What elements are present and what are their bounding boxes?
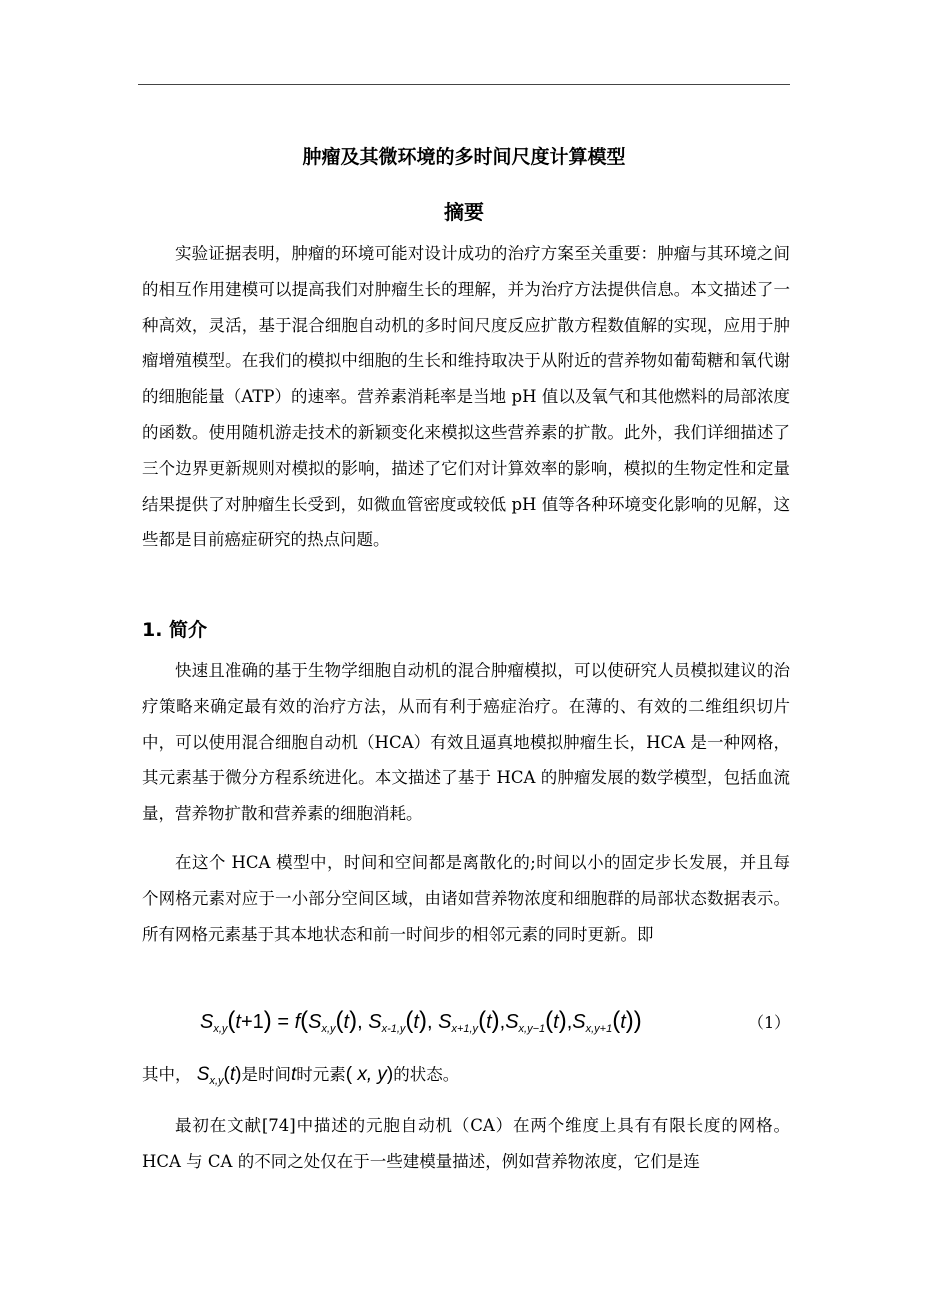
section-1-paragraph-2: 在这个 HCA 模型中，时间和空间都是离散化的;时间以小的固定步长发展，并且每个网格元素对应于一小部分空间区域，由诸如营养物浓度和细胞群的局部状态数据表示。所有网格元素基于其本地状态和前一时间步的相邻元素的同时更新。即: [142, 853, 790, 944]
where-mid: 是时间: [241, 1065, 291, 1084]
where-mid-2: 时元素: [296, 1065, 346, 1084]
section-1-heading: 1. 简介: [142, 619, 208, 641]
section-1-paragraph-1: 快速且准确的基于生物学细胞自动机的混合肿瘤模拟，可以使研究人员模拟建议的治疗策略来确定最有效的治疗方法，从而有利于癌症治疗。在薄的、有效的二维组织切片中，可以使用混合细胞自动机（HCA）有效且逼真地模拟肿瘤生长，HCA 是一种网格，其元素基于微分方程系统进化。本文描述了基于 HCA 的肿瘤发展的数学模型，包括血流量，营养物扩散和营养素的细胞消耗。: [142, 661, 790, 824]
paper-title: 肿瘤及其微环境的多时间尺度计算模型: [302, 146, 626, 168]
section-1-paragraph-3: 最初在文献[74]中描述的元胞自动机（CA）在两个维度上具有有限长度的网格。 HCA 与 CA 的不同之处仅在于一些建模量描述，例如营养物浓度，它们是连: [142, 1116, 790, 1171]
equation-explanation: [142, 1060, 459, 1096]
element-symbol: ( x, y): [345, 1064, 394, 1085]
where-suffix: 的状态。: [393, 1065, 460, 1084]
header-rule: [138, 84, 790, 85]
abstract-heading: 摘要: [444, 200, 484, 224]
equation-number: （1）: [748, 1013, 791, 1032]
state-symbol: $S_{x,y}(t)$: [196, 1064, 242, 1087]
abstract-paragraph: 实验证据表明，肿瘤的环境可能对设计成功的治疗方案至关重要：肿瘤与其环境之间的相互作用建模可以提高我们对肿瘤生长的理解，并为治疗方法提供信息。本文描述了一种高效，灵活，基于混合细胞自动机的多时间尺度反应扩散方程数值解的实现，应用于肿瘤增殖模型。在我们的模拟中细胞的生长和维持取决于从附近的营养物如葡萄糖和氧代谢的细胞能量（ATP）的速率。营养素消耗率是当地 pH 值以及氧气和其他燃料的局部浓度的函数。使用随机游走技术的新颖变化来模拟这些营养素的扩散。此外，我们详细描述了三个边界更新规则对模拟的影响，描述了它们对计算效率的影响，模拟的生物定性和定量结果提供了对肿瘤生长受到，如微血管密度或较低 pH 值等各种环境变化影响的见解，这些都是目前癌症研究的热点问题。: [142, 244, 790, 550]
where-prefix: 其中，: [142, 1065, 192, 1084]
time-symbol: t: [290, 1064, 297, 1085]
equation-1: $S_{x,y}(t+1) = f(S_{x,y}(t)$, $S_{x-1,y}(t)$, $S_{x+1,y}(t),S_{x,y-1}(t),S_{x,y+1}(t)$): [200, 1007, 642, 1035]
